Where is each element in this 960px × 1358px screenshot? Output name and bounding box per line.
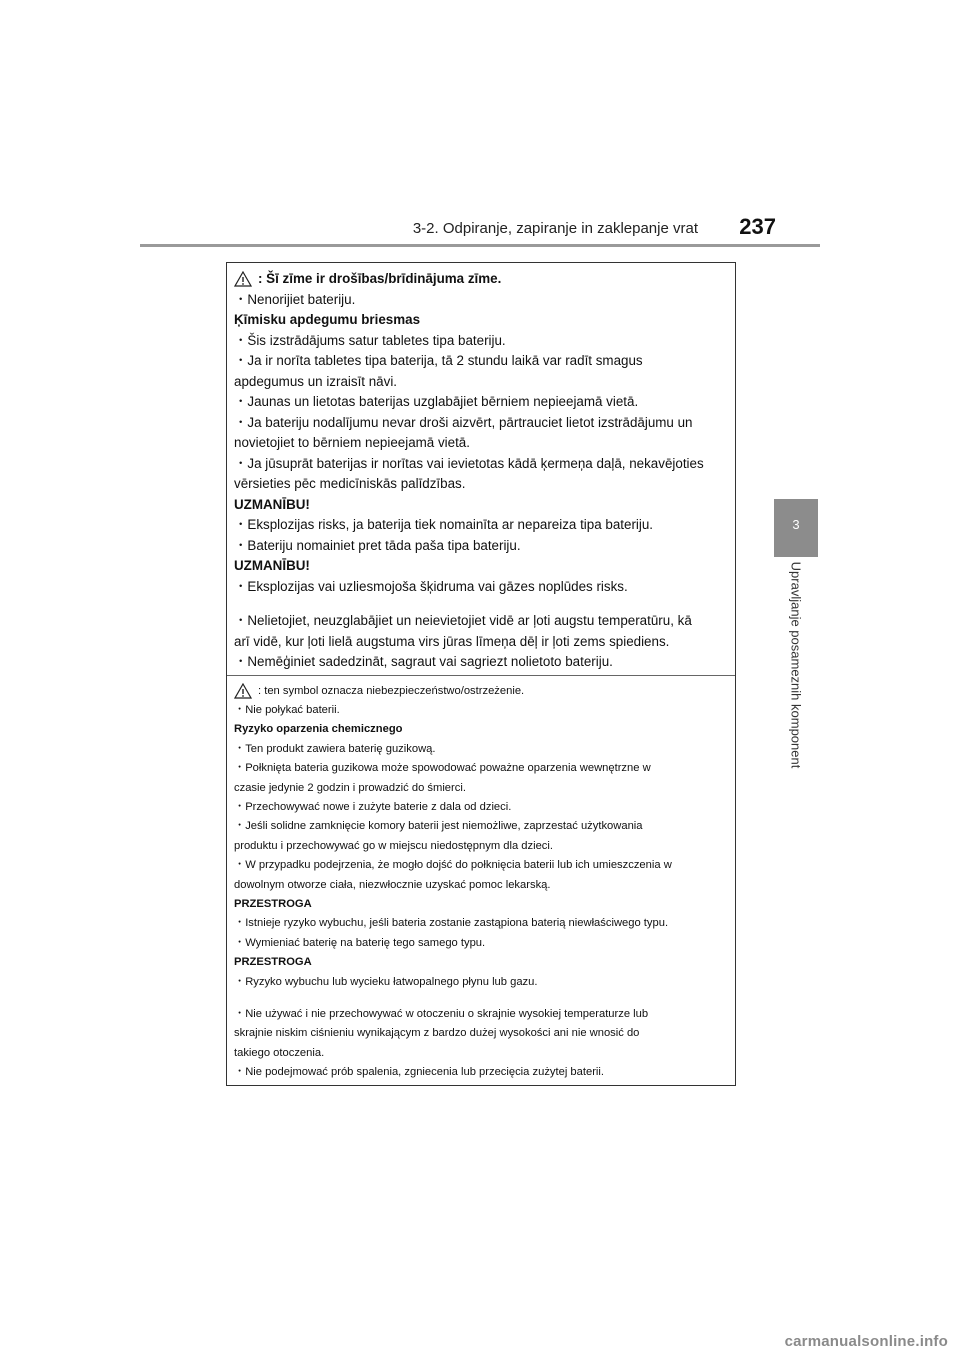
latvian-spacer bbox=[234, 597, 729, 611]
latvian-text-line: ・Jaunas un lietotas baterijas uzglabājiet bērniem nepieejamā vietā. bbox=[234, 394, 639, 409]
page-number: 237 bbox=[739, 214, 776, 239]
latvian-lines bbox=[234, 290, 729, 673]
latvian-text-line: ・Ja bateriju nodalījumu nevar droši aizvērt, pārtrauciet lietot izstrādājumu un bbox=[234, 414, 693, 430]
polish-text-line: ・Istnieje ryzyko wybuchu, jeśli bateria zostanie zastąpiona baterią niewłaściwego typu. bbox=[234, 917, 669, 930]
section-title: 3-2. Odpiranje, zapiranje in zaklepanje vrat bbox=[412, 220, 698, 237]
warning-triangle-icon bbox=[234, 271, 252, 287]
polish-text-line: ・Ten produkt zawiera baterię guzikową. bbox=[234, 742, 436, 755]
polish-text-line: ・Przechowywać nowe i zużyte baterie z dala od dzieci. bbox=[234, 800, 512, 813]
polish-text-line: ・Ryzyko wybuchu lub wycieku łatwopalnego płynu lub gazu. bbox=[234, 975, 538, 988]
polish-text-line: ・Nie używać i nie przechowywać w otoczeniu o skrajnie wysokiej temperaturze lub bbox=[234, 1008, 649, 1020]
battery-warning-panel bbox=[226, 262, 736, 1086]
latvian-text-line: vērsieties pēc medicīniskās palīdzības. bbox=[234, 476, 466, 491]
warning-triangle-icon bbox=[234, 683, 252, 699]
latvian-text-line: arī vidē, kur ļoti lielā augstuma virs jūras līmeņa dēļ ir ļoti zems spiediens. bbox=[234, 633, 670, 649]
polish-warning-symbol-row bbox=[234, 682, 729, 701]
latvian-text-line: apdegumus un izraisīt nāvi. bbox=[234, 373, 398, 389]
polish-text-line: czasie jedynie 2 godzin i prowadzić do śmierci. bbox=[234, 781, 466, 794]
chapter-number: 3 bbox=[792, 517, 800, 532]
polish-text-line: PRZESTROGA bbox=[234, 897, 312, 910]
latvian-text-line: ・Šis izstrādājums satur tabletes tipa bateriju. bbox=[234, 332, 506, 348]
polish-spacer bbox=[234, 992, 729, 1005]
latvian-text-line: ・Eksplozijas risks, ja baterija tiek nomainīta ar nepareiza tipa bateriju. bbox=[234, 517, 654, 532]
polish-text-line: dowolnym otworze ciała, niezwłocznie uzyskać pomoc lekarską. bbox=[234, 878, 551, 891]
latvian-warning-symbol-row bbox=[234, 269, 729, 290]
latvian-text-line: ・Nenorijiet bateriju. bbox=[234, 291, 356, 307]
latvian-text-line: ・Nemēģiniet sadedzināt, sagraut vai sagriezt nolietoto bateriju. bbox=[234, 654, 613, 669]
polish-text-line: skrajnie niskim ciśnieniu wynikającym z bardzo dużej wysokości ani nie wnosić do bbox=[234, 1027, 640, 1040]
polish-text-line: ・Połknięta bateria guzikowa może spowodować poważne oparzenia wewnętrzne w bbox=[234, 762, 651, 775]
latvian-text-line: novietojiet to bērniem nepieejamā vietā. bbox=[234, 435, 470, 450]
latvian-text-line: Ķīmisku apdegumu briesmas bbox=[234, 312, 421, 327]
latvian-text-line: ・Ja ir norīta tabletes tipa baterija, tā 2 stundu laikā var radīt smagus bbox=[234, 353, 643, 368]
polish-text-line: ・Jeśli solidne zamknięcie komory baterii jest niemożliwe, zaprzestać użytkowania bbox=[234, 820, 643, 833]
polish-warning-symbol-text: : ten symbol oznacza niebezpieczeństwo/ostrzeżenie. bbox=[258, 684, 525, 697]
polish-text-line: ・Nie połykać baterii. bbox=[234, 703, 340, 716]
polish-text-line: PRZESTROGA bbox=[234, 956, 312, 969]
watermark: carmanualsonline.info bbox=[784, 1333, 948, 1350]
polish-text-line: takiego otoczenia. bbox=[234, 1046, 325, 1059]
polish-text-line: ・W przypadku podejrzenia, że mogło dojść do połknięcia baterii lub ich umieszczenia w bbox=[234, 859, 672, 872]
page-header bbox=[140, 212, 820, 247]
latvian-text-line: ・Nelietojiet, neuzglabājiet un neievietojiet vidē ar ļoti augstu temperatūru, kā bbox=[234, 613, 692, 628]
chapter-tab bbox=[774, 499, 818, 557]
latvian-text-line: ・Eksplozijas vai uzliesmojoša šķidruma vai gāzes noplūdes risks. bbox=[234, 578, 628, 594]
latvian-text-line: ・Ja jūsuprāt baterijas ir norītas vai ievietotas kādā ķermeņa daļā, nekavējoties bbox=[234, 455, 704, 471]
latvian-text-line: UZMANĪBU! bbox=[234, 496, 310, 512]
polish-text-line: ・Wymieniać baterię na baterię tego samego typu. bbox=[234, 936, 486, 949]
polish-warning-block bbox=[227, 676, 735, 1085]
polish-text-line: produktu i przechowywać go w miejscu niedostępnym dla dzieci. bbox=[234, 839, 553, 852]
latvian-text-line: ・Bateriju nomainiet pret tāda paša tipa bateriju. bbox=[234, 537, 521, 553]
latvian-warning-symbol-text: : Šī zīme ir drošības/brīdinājuma zīme. bbox=[258, 271, 502, 286]
polish-text-line: ・Nie podejmować prób spalenia, zgniecenia lub przecięcia zużytej baterii. bbox=[234, 1066, 605, 1079]
polish-text-line: Ryzyko oparzenia chemicznego bbox=[234, 723, 403, 736]
latvian-text-line: UZMANĪBU! bbox=[234, 558, 310, 573]
latvian-warning-block bbox=[227, 263, 735, 676]
polish-lines bbox=[234, 701, 729, 1083]
chapter-label: Upravljanje posameznih komponent bbox=[788, 561, 804, 769]
